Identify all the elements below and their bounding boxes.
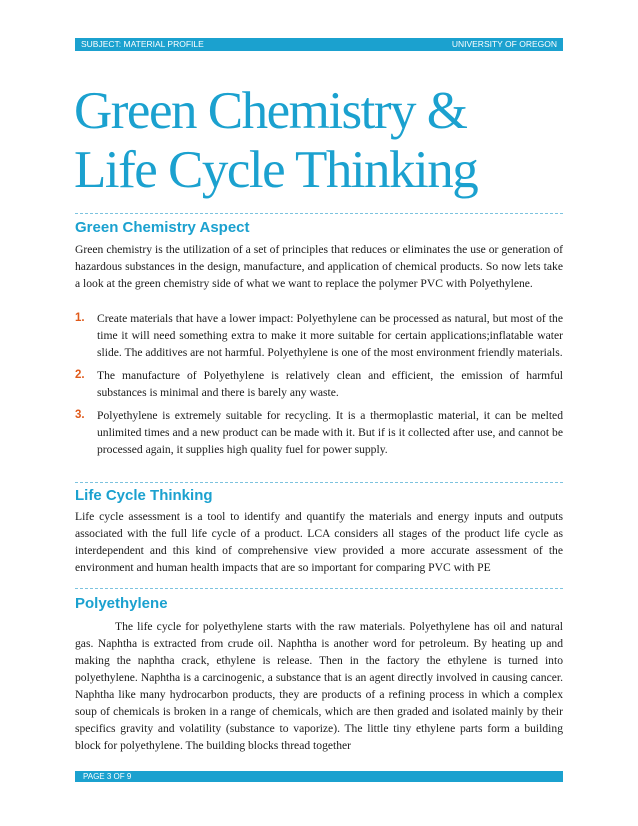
life-cycle-body: Life cycle assessment is a tool to identify and quantify the materials and energy inputs and outputs associated with the full life cycle of a product. LCA considers all stages of the product life cycle as interdependent and this kind of comprehensive view provided a more accurate assessment of the environment and human health impacts that are so important for comparing PVC with PE	[75, 510, 563, 574]
page-title	[74, 82, 477, 200]
page-number: PAGE 3 OF 9	[83, 772, 132, 781]
green-chemistry-intro: Green chemistry is the utilization of a set of principles that reduces or eliminates the use or generation of hazardous substances in the design, manufacture, and application of chemical products. So now lets take a look at the green chemistry side of what we want to replace the polymer PVC with Polyethylene.	[75, 243, 563, 290]
list-item	[75, 367, 563, 401]
polyethylene-body: The life cycle for polyethylene starts with the raw materials. Polyethylene has oil and natural gas. Naphtha is extracted from crude oil. Naphtha is another word for petroleum. By heating up and making the naphtha crack, ethylene is release. Then in the factory the ethylene is turned into polyethylene. Naphtha is a carcinogenic, a substance that is an agent directly involved in causing cancer. Naphtha like many hydrocarbon products, they are products of a refining process in which a complex soup of chemicals is broken in a range of chemicals, which are then graded and isolated mainly by their specifics gravity and volatility (substance to vaporize). The little tiny ethylene parts form a building block for polyethylene. The building blocks thread together	[75, 620, 563, 752]
list-item	[75, 310, 563, 361]
section-heading-green-chemistry: Green Chemistry Aspect	[75, 219, 250, 236]
section-heading-life-cycle: Life Cycle Thinking	[75, 487, 213, 504]
title-line-1: Green Chemistry &	[74, 82, 467, 140]
footer-bar	[75, 771, 563, 782]
title-line-2: Life Cycle Thinking	[74, 141, 478, 199]
list-number: 1.	[75, 312, 85, 324]
header-bar	[75, 38, 563, 51]
list-number: 2.	[75, 369, 85, 381]
section-divider	[75, 588, 563, 589]
header-subject: SUBJECT: MATERIAL PROFILE	[81, 39, 204, 49]
section-heading-polyethylene: Polyethylene	[75, 595, 168, 612]
list-item	[75, 407, 563, 458]
section-divider	[75, 213, 563, 214]
list-item-text: Create materials that have a lower impact: Polyethylene can be processed as natural, but most of the time it will need something extra to make it more suitable for certain applications;inflatable water slide. The additives are not harmful. Polyethylene is one of the most environment friendly materials.	[97, 312, 563, 359]
list-number: 3.	[75, 409, 85, 421]
list-item-text: Polyethylene is extremely suitable for recycling. It is a thermoplastic material, it can be melted unlimited times and a new product can be made with it. But if is it collected after use, and cannot be processed again, it supplies high quality fuel for power supply.	[97, 409, 563, 456]
green-chemistry-list	[75, 310, 563, 464]
section-divider	[75, 482, 563, 483]
header-university: UNIVERSITY OF OREGON	[451, 39, 557, 49]
list-item-text: The manufacture of Polyethylene is relatively clean and efficient, the emission of harmful substances is minimal and there is barely any waste.	[97, 369, 563, 399]
